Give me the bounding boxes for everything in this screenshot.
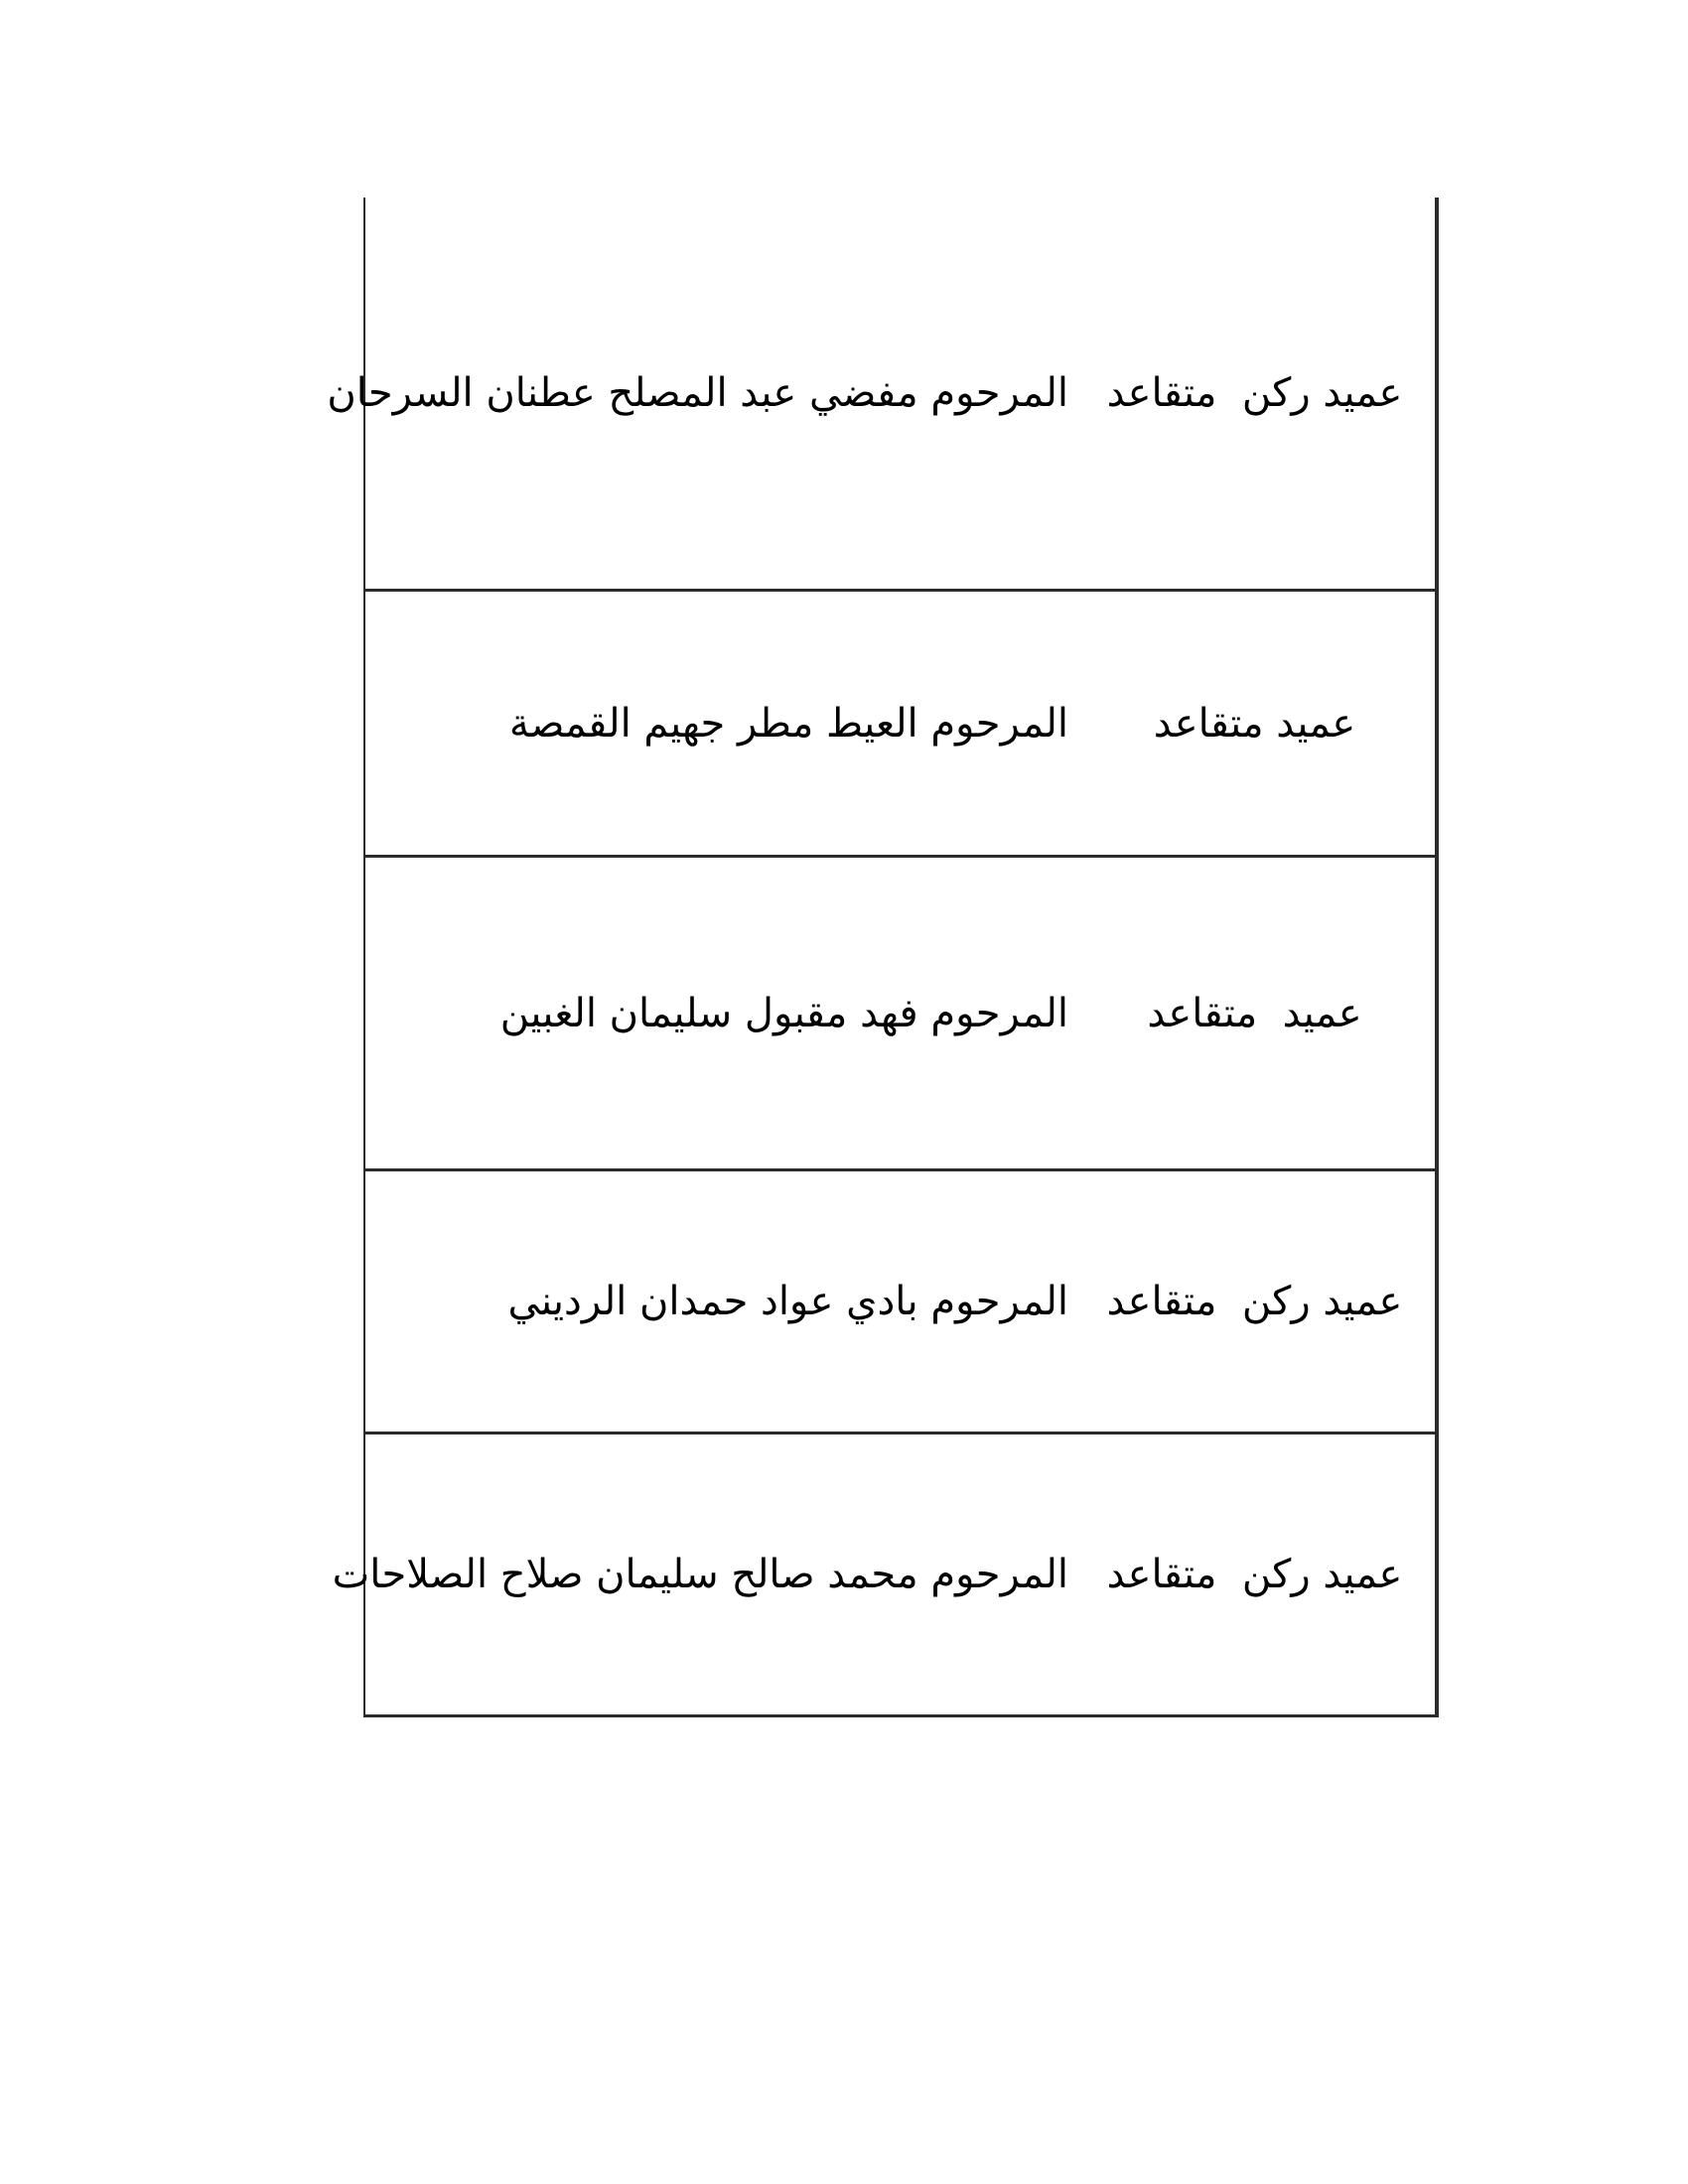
rank-cell: عميد متقاعد xyxy=(1074,592,1437,855)
deceased-name-cell: المرحوم العيط مطر جهيم القمصة xyxy=(508,700,1068,747)
deceased-name-cell: المرحوم بادي عواد حمدان الرديني xyxy=(507,1279,1068,1324)
rank-cell: عميد متقاعد xyxy=(1074,858,1437,1168)
table-row xyxy=(327,198,1437,592)
table-row xyxy=(365,1171,1437,1434)
deceased-name-cell: المرحوم محمد صالح سليمان صلاح الصلاحات xyxy=(332,1552,1068,1597)
officers-table xyxy=(327,198,1439,1717)
table-row xyxy=(365,592,1437,858)
rank-cell: عميد ركن متقاعد xyxy=(1074,198,1437,589)
table-row xyxy=(332,1434,1437,1714)
deceased-name-cell: المرحوم مفضي عبد المصلح عطنان السرحان xyxy=(327,370,1068,416)
rank-cell: عميد ركن متقاعد xyxy=(1074,1171,1437,1432)
deceased-name-cell: المرحوم فهد مقبول سليمان الغبين xyxy=(499,990,1068,1036)
rank-cell: عميد ركن متقاعد xyxy=(1074,1434,1437,1714)
table-row xyxy=(365,858,1437,1171)
